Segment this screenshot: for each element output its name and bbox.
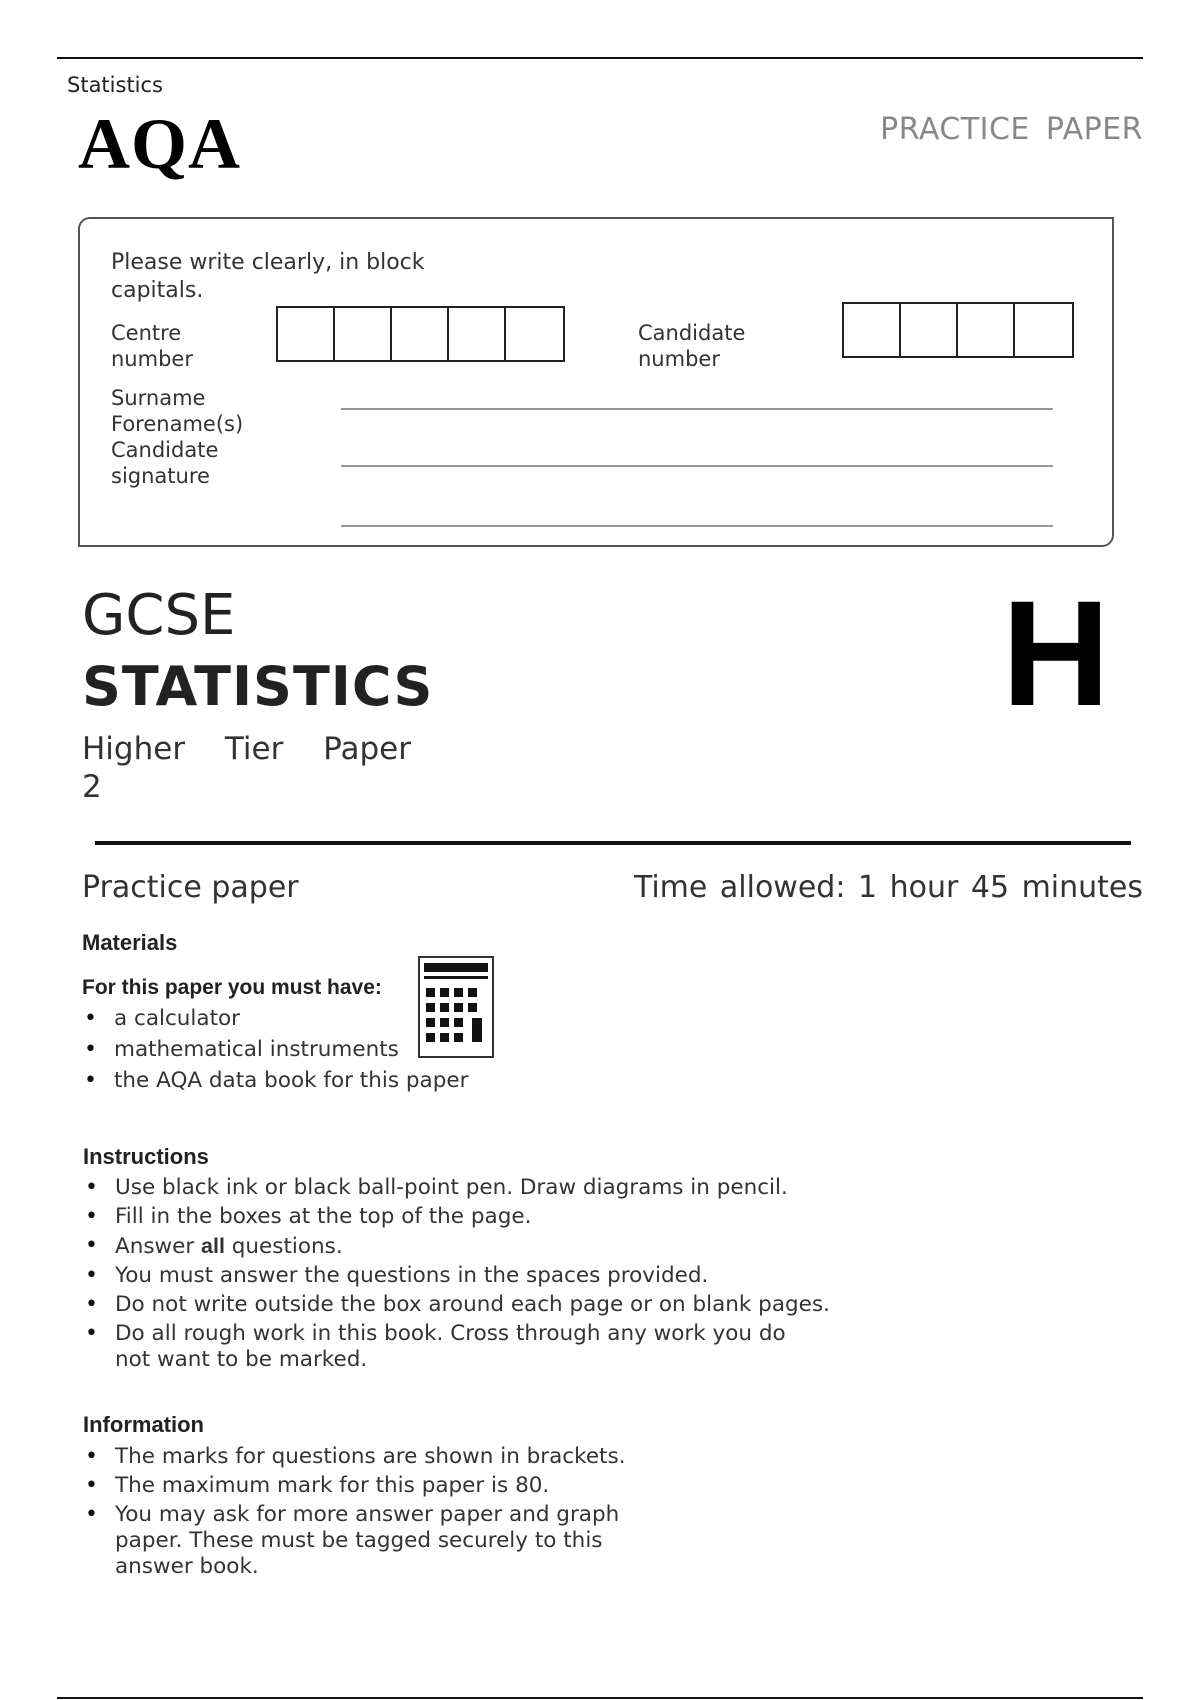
list-item: • The marks for questions are shown in brackets. xyxy=(83,1444,643,1470)
list-item: • a calculator xyxy=(82,1006,542,1032)
signature-label: Candidate signature xyxy=(111,438,219,488)
forenames-line[interactable] xyxy=(341,465,1053,467)
top-rule xyxy=(57,57,1143,59)
all-emphasis: all xyxy=(201,1234,225,1258)
instructions-list xyxy=(83,1175,883,1376)
paper-type: Practice paper xyxy=(82,870,299,905)
centre-number-label: Centre number xyxy=(111,321,193,371)
qualification-title: GCSE xyxy=(82,583,236,648)
subject-label: Statistics xyxy=(67,73,163,97)
surname-line[interactable] xyxy=(341,408,1053,410)
block-capitals-instruction: Please write clearly, in block capitals. xyxy=(111,250,425,303)
subject-title: STATISTICS xyxy=(82,655,434,718)
tier-paper-label: Higher Tier Paper 2 xyxy=(82,731,411,805)
practice-paper-label: PRACTICE PAPER xyxy=(880,112,1143,147)
candidate-number-boxes[interactable] xyxy=(842,302,1074,358)
centre-number-cell[interactable] xyxy=(278,308,335,360)
list-item: • The maximum mark for this paper is 80. xyxy=(83,1473,643,1499)
time-allowed: Time allowed: 1 hour 45 minutes xyxy=(633,870,1143,905)
tier-letter: H xyxy=(1001,569,1110,737)
surname-label: Surname xyxy=(111,386,206,410)
signature-line[interactable] xyxy=(341,525,1053,527)
aqa-logo: AQA xyxy=(78,104,241,184)
list-item: • mathematical instruments xyxy=(82,1037,542,1063)
candidate-number-cell[interactable] xyxy=(901,304,958,356)
centre-number-cell[interactable] xyxy=(392,308,449,360)
centre-number-cell[interactable] xyxy=(449,308,506,360)
list-item: • You may ask for more answer paper and graph paper. These must be tagged securely to this answer book. xyxy=(83,1502,643,1580)
instructions-heading: Instructions xyxy=(83,1144,209,1169)
candidate-number-cell[interactable] xyxy=(1015,304,1072,356)
materials-heading: Materials xyxy=(82,930,178,955)
candidate-number-label: Candidate number xyxy=(638,321,746,371)
list-item: • Fill in the boxes at the top of the page. xyxy=(83,1204,883,1230)
centre-number-cell[interactable] xyxy=(335,308,392,360)
information-heading: Information xyxy=(83,1412,204,1437)
forenames-label: Forename(s) xyxy=(111,412,244,436)
materials-subheading: For this paper you must have: xyxy=(82,976,382,999)
centre-number-cell[interactable] xyxy=(506,308,563,360)
answer-prefix: Answer xyxy=(115,1234,195,1259)
candidate-number-cell[interactable] xyxy=(844,304,901,356)
information-list xyxy=(83,1444,643,1583)
list-item: • You must answer the questions in the spaces provided. xyxy=(83,1263,883,1289)
answer-suffix: questions. xyxy=(231,1234,343,1259)
calculator-icon xyxy=(418,956,494,1058)
centre-number-boxes[interactable] xyxy=(276,306,565,362)
list-item xyxy=(83,1233,883,1260)
section-divider xyxy=(95,841,1131,845)
list-item: • the AQA data book for this paper xyxy=(82,1068,542,1094)
candidate-number-cell[interactable] xyxy=(958,304,1015,356)
list-item: • Use black ink or black ball-point pen. Draw diagrams in pencil. xyxy=(83,1175,883,1201)
list-item: • Do all rough work in this book. Cross through any work you do not want to be marked. xyxy=(83,1321,795,1373)
bottom-rule xyxy=(57,1697,1143,1699)
list-item: • Do not write outside the box around each page or on blank pages. xyxy=(83,1292,883,1318)
